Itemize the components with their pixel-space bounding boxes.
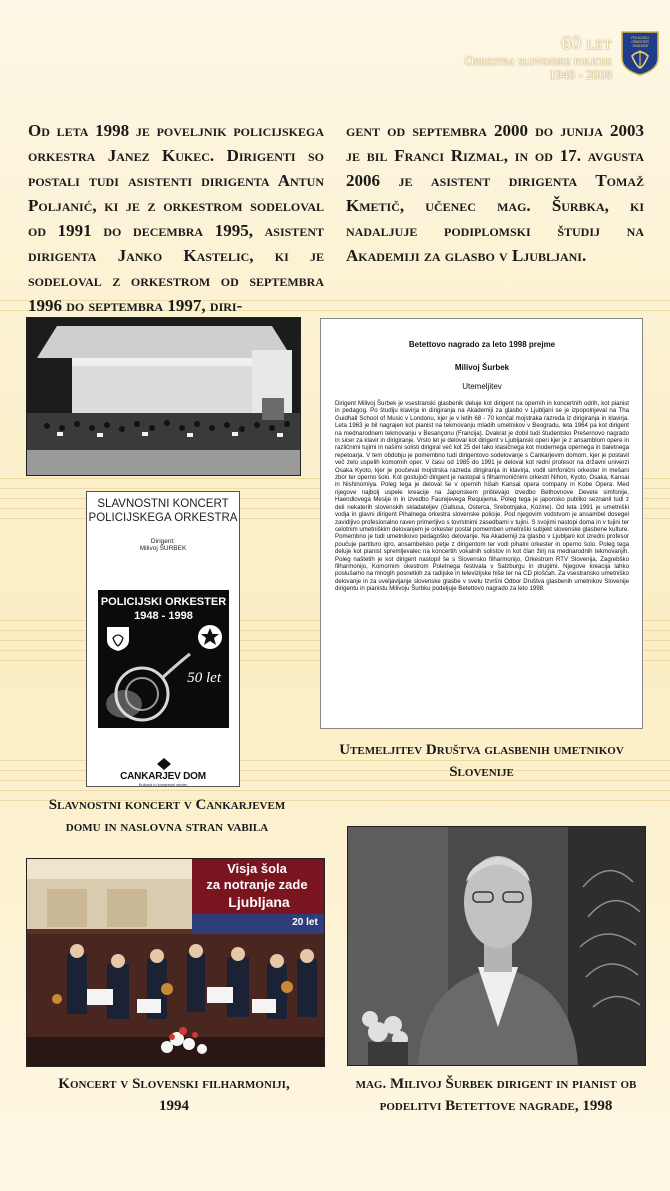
program-venue-subtitle: Kulturni in kongresni center: [138, 782, 188, 787]
award-justification-document: [320, 318, 643, 729]
program-orchestra-name: POLICIJSKI ORKESTER: [100, 596, 227, 608]
program-title-line1: SLAVNOSTNI KONCERT: [97, 498, 229, 510]
surbek-portrait-photo: [347, 826, 646, 1066]
banner-line3: Ljubljana: [228, 894, 290, 910]
header-anniversary: 60 let: [561, 33, 612, 54]
program-dirigent-name: Milivoj ŠURBEK: [139, 545, 187, 552]
page-header: [465, 34, 612, 81]
french-horn-icon: [102, 650, 192, 726]
philharmonic-concert-photo: [26, 858, 325, 1067]
caption-portrait: mag. Milivoj Šurbek dirigent in pianist ob podelitvi Betettove nagrade, 1998: [355, 1076, 637, 1114]
caption-program: Slavnostni koncert v Cankarjevem domu in naslovna stran vabila: [48, 797, 286, 835]
star-emblem-icon: [197, 624, 223, 650]
svg-text:ORKESTER: ORKESTER: [631, 40, 649, 44]
header-orchestra: Orkestra slovenske policije: [464, 52, 612, 68]
concert-program-cover: [86, 491, 240, 787]
svg-text:POLICIJSKI: POLICIJSKI: [631, 36, 649, 40]
header-years: 1948 - 2008: [549, 66, 612, 82]
program-venue: CANKARJEV DOM: [120, 771, 206, 782]
document-body: Dirigent Milivoj Šurbek je vsestranski glasbenik deluje kot dirigent na opernih in koncertnih odrih, kot pianist in pedagog. Po študiju klavirja in dirigiranja na Akademiji za glasbo v Ljubljani se je izpopolnjeval na Tha Guidhall School of Music v Londonu, kjer je v letih 68 - 70 končal mojstraka razreda iz dirigiranja in klavirja. Leta 1963 je bil nagrajen kot pianist na tekmovanju mladih umetnikov v Beogradu, leta 1964 pa kot dirigent na mednarodnem tekmovanju v Besançonu (Francija). Dvakrat je dobil tudi študentsko Prešernovo nagrado in sicer za klavir in dirigiranje. Vrsto let je deloval kot dirigent v Ljubljanski operi kjer je z ansamblom opere in različnimi tujimi in našimi solisti dirigiral več kot 25 del tako klasičnega kot modernega opernega in baletnega repetoarja. V tem obdobju je pomembno tudi dirigentovo sodelovanje s Cankarjevim domom, kjer je postavil več zelo uspelih komornih oper. V času od 1985 do 1991 je deloval kot redni profesor na državni univerzi Osaka Kyoto, kjer je poučeval mojstrska razreda dirigiranja in klavirja, vodil simfonični orkester in mešani zbor ter operno šolo. Kot gostujoči dirigent je nastopal s filharmoničnimi orkestri Nihon, Kyoto, Osaka, Kansai in Nishinomiya. Poleg tega je deloval še v opernih hišah Kansai opera company in Kobe Opera. Med njegove najbolj uspele kreacije na Japonskem prištevajo izvedbo Bethovnove Devete simfonije, Haendlovega Mesije in in izvedbo Faurejevega Requijema. Poleg tega je japonsko publiko seznanil tudi z deli nekaterih slovenskih skladateljev (Gallusa, Osterca, Srebotnjaka, Kozine). Od leta 1991 je umetniški vodja in glavni dirigent Pihalnega orkestra slovenske policije. Pod njegovim vodstvom je ansambel dosegel zavidljivo profesionalno raven primerljivo s tovrstnimi zasedbami v tujini. S svojimi nastopi doma in v tujini ter celotnim umetniškim delovanjem je orkester postal pomemben umetniški subjekt slovenske glasbene kulture. Pomembno je tudi umetnikovo pedagoško delovanje. Na Akademiji za glasbo v Ljubljani kot izredni profesor poučuje partituro igro, ansambelsko petje z dirigentom ter vodi pihalni orkester in operno šolo. Poleg tega deluje kot pianist spremljevalec na koncertih vokalnih solistov in kot član žirij na mednarodnih tekmovanjih. Poleg naštetih je kot dirigent nastopil še s Slovensko filharmonijo, Orkestrom RTV Slovenija, Zagrebško filharmonijo, Komornim okestrom Poletnega festivala v Salzburgu in drugimi. Njegove kreacija lahko poslušamo na mnogih posnetkih za radijske in televizijske hiše ter na CD ploščah. Za vsestransko umetniško delovanje in za uveljavljanje slovenske glasbe v svetu Izvršni Odbor Društva glasbenih umetnikov Slovenije dirigentu in pianistu Milivoju Šurbku podeljuje Betettovo nagrado za leto 1998.: [335, 400, 629, 593]
banner-line4: 20 let: [292, 917, 318, 928]
police-orchestra-badge-icon: [620, 30, 660, 76]
banner-line2: za notranje zade: [206, 877, 308, 892]
banner-line1: Visja šola: [227, 861, 287, 876]
program-cover-artwork: [98, 590, 229, 728]
concert-hall-photo: [26, 317, 301, 476]
caption-concert: Koncert v Slovenski filharmoniji, 1994: [58, 1076, 290, 1114]
document-title: Betettovo nagrado za leto 1998 prejme: [408, 340, 556, 349]
program-fifty-years: 50 let: [187, 670, 221, 686]
intro-text-column-2: gent od septembra 2000 do junija 2003 je bil Franci Rizmal, in od 17. avgusta 2006 je asistent dirigenta Tomaž Kmetič, učenec mag. Šurbka, ki nadaljuje podiplomski študij na Akademiji za glasbo v Ljubljani.: [346, 121, 644, 265]
program-dirigent-label: Dirigent:: [150, 538, 176, 545]
caption-document: Utemeljitev Društva glasbenih umetnikov Slovenije: [339, 742, 624, 780]
program-years: 1948 - 1998: [134, 610, 193, 622]
document-subtitle: Utemeljitev: [462, 382, 502, 391]
document-recipient: Milivoj Šurbek: [454, 363, 510, 372]
intro-text-column-1: Od leta 1998 je poveljnik policijskega orkestra Janez Kukec. Dirigenti so postali tudi asistenti dirigenta Antun Poljanić, ki je z orkestrom sodeloval od 1991 do decembra 1995, asistent dirigenta Janko Kastelic, ki je sodeloval z orkestrom od septembra 1996 do septembra 1997, diri-: [28, 121, 324, 315]
program-title-line2: POLICIJSKEGA ORKESTRA: [88, 512, 238, 524]
svg-text:1948-2008: 1948-2008: [632, 44, 648, 48]
police-emblem-icon: [104, 624, 132, 652]
cankarjev-dom-logo-icon: [157, 758, 171, 770]
